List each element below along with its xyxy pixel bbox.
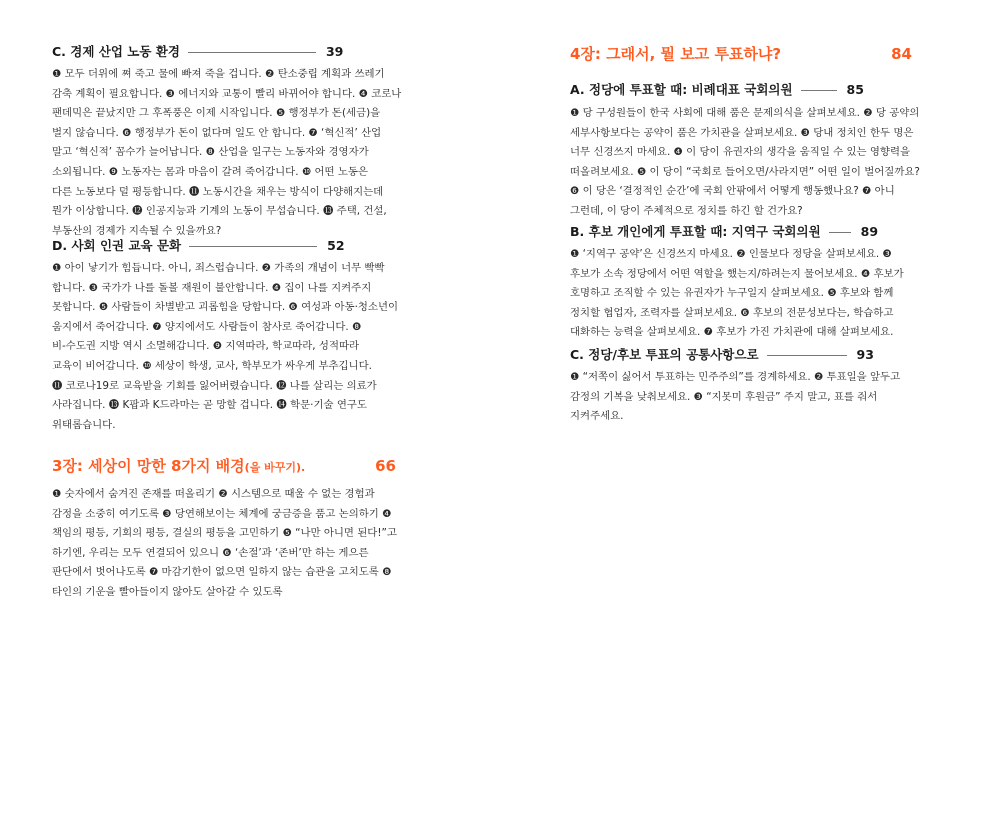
text-line: ❻ 이 당은 ‘결정적인 순간’에 국회 안팎에서 어떻게 행동했나요? ❼ 아니 — [570, 185, 895, 198]
text-line: 교육이 비어갑니다. ❿ 세상이 학생, 교사, 학부모가 싸우게 부추깁니다. — [52, 359, 372, 372]
section-body-c — [52, 65, 424, 241]
text-line: ❶ 당 구성원들이 한국 사회에 대해 품은 문제의식을 살펴보세요. ❷ 당 공약의 — [570, 107, 920, 119]
text-line: ⓫ 코로나19로 교육받을 기회를 잃어버렸습니다. ⓬ 나를 살리는 의료가 — [52, 379, 377, 392]
text-line: 사라집니다. ⓭ K팝과 K드라마는 곧 망할 겁니다. ⓮ 학문·기술 연구도 — [52, 399, 367, 412]
text-line: 부동산의 경제가 지속될 수 있을까요? — [52, 224, 222, 237]
text-line: 너무 신경쓰지 마세요. ❹ 이 당이 유권자의 생각을 움직일 수 있는 영향력을 — [570, 146, 911, 159]
text-line: 정치할 협업자, 조력자를 살펴보세요. ❻ 후보의 전문성보다는, 학습하고 — [570, 306, 894, 319]
section-heading-c — [52, 44, 424, 60]
section-title: D. 사회 인권 교육 문화 — [52, 238, 182, 253]
heading-rule — [189, 246, 317, 247]
page-number: 89 — [860, 224, 879, 239]
text-line: 소외됩니다. ❾ 노동자는 몸과 마음이 갈려 죽어갑니다. ❿ 어떤 노동은 — [52, 165, 368, 178]
text-line: 감축 계획이 필요합니다. ❸ 에너지와 교통이 빨리 바뀌어야 합니다. ❹ 코로나 — [52, 87, 402, 100]
text-line: 타인의 기운을 빨아들이지 않아도 살아갈 수 있도록 — [52, 585, 283, 598]
page-number: 84 — [891, 45, 912, 63]
text-line: 움지에서 죽어갑니다. ❼ 양지에서도 사람들이 참사로 죽어갑니다. ❽ — [52, 320, 362, 333]
section-title: C. 정당/후보 투표의 공통사항으로 — [570, 347, 759, 362]
section-title: A. 정당에 투표할 때: 비례대표 국회의원 — [570, 82, 793, 97]
section-heading-c-common — [570, 347, 942, 363]
text-line: 책임의 평등, 기회의 평등, 결실의 평등을 고민하기 ❺ “나만 아니면 된다!”고 — [52, 527, 397, 540]
chapter-title: 4장: 그래서, 뭘 보고 투표하냐? — [570, 45, 782, 63]
text-line: 하기엔, 우리는 모두 연결되어 있으니 ❻ ‘손절’과 ‘존버’만 하는 게으른 — [52, 546, 369, 559]
heading-rule — [767, 355, 847, 356]
section-body-c-common — [570, 368, 942, 427]
text-line: 말고 ‘혁신적’ 꼼수가 늘어납니다. ❽ 산업을 일구는 노동자와 경영자가 — [52, 146, 369, 159]
section-body-b — [570, 245, 942, 343]
section-heading-b — [570, 224, 942, 240]
chapter-title: 3장: 세상이 망한 8가지 배경 — [52, 457, 245, 475]
page-number: 52 — [327, 238, 345, 253]
heading-rule — [188, 52, 316, 53]
text-line: 다른 노동보다 덜 평등합니다. ⓫ 노동시간을 채우는 방식이 다양해지는데 — [52, 185, 384, 198]
section-title: B. 후보 개인에게 투표할 때: 지역구 국회의원 — [570, 224, 821, 239]
text-line: 감정의 기복을 낮춰보세요. ❸ “지못미 후원금” 주지 말고, 표를 줘서 — [570, 390, 878, 403]
page-number: 85 — [846, 82, 864, 97]
page-number: 39 — [325, 44, 344, 59]
text-line: 감정을 소중히 여기도록 ❸ 당연해보이는 체계에 궁금증을 품고 논의하기 ❹ — [52, 507, 392, 520]
section-heading-a — [570, 82, 942, 98]
text-line: ❶ 아이 낳기가 힘듭니다. 아니, 죄스럽습니다. ❷ 가족의 개념이 너무 빡빡 — [52, 262, 385, 274]
text-line: ❶ 숫자에서 숨겨진 존재를 떠올리기 ❷ 시스템으로 때울 수 없는 경험과 — [52, 488, 375, 500]
page-number: 66 — [375, 457, 396, 475]
text-line: 위태롭습니다. — [52, 418, 116, 431]
section-title: C. 경제 산업 노동 환경 — [52, 44, 180, 59]
text-line: 세부사항보다는 공약이 품은 가치관을 살펴보세요. ❸ 당내 정치인 한두 명은 — [570, 126, 914, 139]
text-line: ❶ ‘지역구 공약’은 신경쓰지 마세요. ❷ 인물보다 정당을 살펴보세요. ❸ — [570, 248, 892, 260]
section-heading-d — [52, 238, 424, 254]
text-line: 떠올려보세요. ❺ 이 당이 “국회로 들어오면/사라지면” 어떤 일이 벌어질까요? — [570, 165, 920, 178]
text-line: 지켜주세요. — [570, 410, 624, 423]
text-line: 합니다. ❸ 국가가 나를 돌볼 재원이 불안합니다. ❹ 집이 나를 지켜주지 — [52, 281, 372, 294]
chapter-heading-3 — [52, 456, 424, 476]
text-line: 벌지 않습니다. ❻ 행정부가 돈이 없다며 일도 안 합니다. ❼ ‘혁신적’ 산업 — [52, 126, 382, 139]
chapter-heading-4 — [570, 44, 942, 64]
text-line: 판단에서 벗어나도록 ❼ 마감기한이 없으면 일하지 않는 습관을 고치도록 ❽ — [52, 566, 392, 579]
text-line: 그런데, 이 당이 주체적으로 정치를 하긴 할 건가요? — [570, 204, 803, 217]
chapter-title-suffix: (을 바꾸기). — [244, 461, 306, 474]
section-body-d — [52, 259, 424, 435]
text-line: 팬데믹은 끝났지만 그 후폭풍은 이제 시작입니다. ❺ 행정부가 돈(세금)을 — [52, 107, 381, 120]
page-number: 93 — [856, 347, 874, 362]
section-body-a — [570, 104, 942, 222]
text-line: 후보가 소속 정당에서 어떤 역할을 했는지/하려는지 물어보세요. ❹ 후보가 — [570, 267, 904, 280]
chapter-body-3 — [52, 485, 424, 603]
heading-rule — [801, 90, 837, 91]
text-line: 대화하는 능력을 살펴보세요. ❼ 후보가 가진 가치관에 대해 살펴보세요. — [570, 326, 894, 339]
text-line: ❶ 모두 더위에 쪄 죽고 물에 빠져 죽을 겁니다. ❷ 탄소중립 계획과 쓰레기 — [52, 68, 385, 80]
text-line: ❶ “저쪽이 싫어서 투표하는 민주주의”를 경계하세요. ❷ 투표일을 앞두고 — [570, 371, 901, 383]
text-line: 비-수도권 지방 역시 소멸해갑니다. ❾ 지역따라, 학교따라, 성적따라 — [52, 340, 360, 353]
text-line: 못합니다. ❺ 사람들이 차별받고 괴롭힘을 당합니다. ❻ 여성과 아동·청소년이 — [52, 301, 399, 314]
text-line: 호명하고 조직할 수 있는 유권자가 누구일지 살펴보세요. ❺ 후보와 함께 — [570, 287, 894, 300]
text-line: 뭔가 이상합니다. ⓬ 인공지능과 기계의 노동이 무섭습니다. ⓭ 주택, 건설, — [52, 205, 387, 218]
heading-rule — [829, 232, 851, 233]
